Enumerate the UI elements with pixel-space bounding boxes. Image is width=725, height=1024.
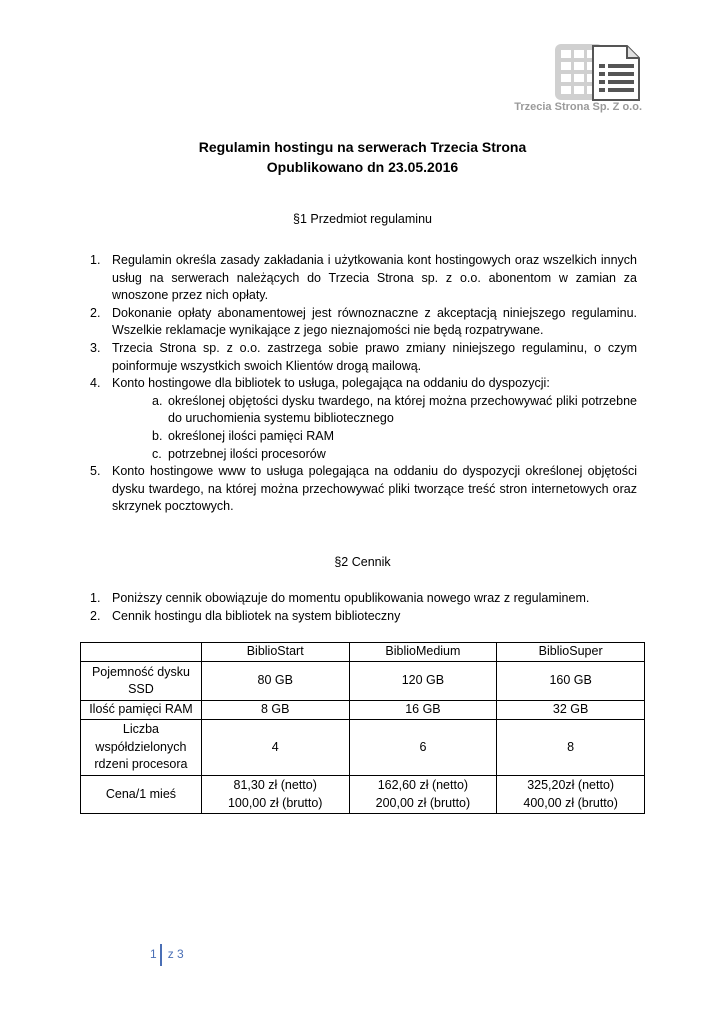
company-name: Trzecia Strona Sp. Z o.o. bbox=[514, 101, 642, 113]
table-header-cell: BiblioSuper bbox=[497, 643, 645, 662]
list-item bbox=[80, 305, 637, 340]
table-header-cell: BiblioMedium bbox=[349, 643, 497, 662]
item-number: 1. bbox=[90, 591, 101, 605]
row-label: Pojemność dysku SSD bbox=[81, 662, 202, 701]
footer-divider bbox=[160, 944, 162, 966]
table-header-cell: BiblioStart bbox=[201, 643, 349, 662]
table-row bbox=[81, 776, 645, 814]
document-calculator-icon bbox=[553, 42, 641, 102]
item-number: 2. bbox=[90, 608, 101, 623]
table-cell: 32 GB bbox=[497, 701, 645, 720]
sub-item-letter: b. bbox=[152, 428, 163, 443]
list-item bbox=[80, 463, 637, 516]
list-item bbox=[80, 590, 637, 608]
sub-item-text: potrzebnej ilości procesorów bbox=[168, 446, 326, 461]
table-cell: 160 GB bbox=[497, 662, 645, 701]
document-title bbox=[0, 137, 725, 177]
sub-item-letter: a. bbox=[152, 393, 163, 408]
section2-heading: §2 Cennik bbox=[334, 555, 391, 569]
item-number: 4. bbox=[90, 376, 101, 391]
section1-heading: §1 Przedmiot regulaminu bbox=[293, 212, 432, 226]
item-number: 5. bbox=[90, 464, 101, 479]
sub-item-text: określonej ilości pamięci RAM bbox=[168, 428, 335, 443]
table-cell: 6 bbox=[349, 720, 497, 776]
item-text: Konto hostingowe dla bibliotek to usługa, polegająca na oddaniu do dyspozycji: bbox=[112, 376, 550, 391]
sub-item-text: określonej objętości dysku twardego, na której można przechowywać pliki potrzebne do uruchomienia systemu bibliotecznego bbox=[168, 393, 637, 426]
table-cell: 8 GB bbox=[201, 701, 349, 720]
page-number: 1 bbox=[150, 947, 157, 962]
table-cell: 120 GB bbox=[349, 662, 497, 701]
item-number: 1. bbox=[90, 253, 101, 267]
table-cell: 80 GB bbox=[201, 662, 349, 701]
row-label: Ilość pamięci RAM bbox=[81, 701, 202, 720]
table-cell: 81,30 zł (netto) 100,00 zł (brutto) bbox=[201, 776, 349, 814]
list-item bbox=[80, 340, 637, 375]
section1-list bbox=[80, 252, 637, 516]
sub-list bbox=[80, 393, 637, 463]
item-text: Cennik hostingu dla bibliotek na system biblioteczny bbox=[112, 608, 401, 623]
item-text: Regulamin określa zasady zakładania i użytkowania kont hostingowych oraz wszelkich innych usług na serwerach należących do Trzecia Strona sp. z o.o. abonentom w zamian za wnoszone przez nich opłaty. bbox=[112, 253, 637, 303]
table-header-cell bbox=[81, 643, 202, 662]
item-number: 3. bbox=[90, 340, 101, 355]
table-row bbox=[81, 720, 645, 776]
title-line1: Regulamin hostingu na serwerach Trzecia Strona bbox=[198, 139, 527, 155]
page-footer bbox=[150, 944, 184, 966]
list-item bbox=[80, 252, 637, 305]
table-row bbox=[81, 662, 645, 701]
item-text: Poniższy cennik obowiązuje do momentu opublikowania nowego wraz z regulaminem. bbox=[112, 591, 590, 605]
table-cell: 325,20zł (netto) 400,00 zł (brutto) bbox=[497, 776, 645, 814]
table-row bbox=[81, 701, 645, 720]
sub-list-item bbox=[80, 428, 637, 446]
page-total: z 3 bbox=[167, 947, 184, 962]
row-label: Cena/1 mieś bbox=[81, 776, 202, 814]
sub-list-item bbox=[80, 393, 637, 428]
item-number: 2. bbox=[90, 305, 101, 320]
item-text: Trzecia Strona sp. z o.o. zastrzega sobie prawo zmiany niniejszego regulaminu, o czym poinformuje wszystkich swoich Klientów drogą mailową. bbox=[112, 340, 637, 373]
item-text: Dokonanie opłaty abonamentowej jest równoznaczne z akceptacją niniejszego regulaminu. Wszelkie reklamacje wynikające z jego nieznajomości nie będą rozpatrywane. bbox=[112, 305, 637, 338]
table-cell: 4 bbox=[201, 720, 349, 776]
table-cell: 16 GB bbox=[349, 701, 497, 720]
pricing-table bbox=[80, 642, 645, 814]
sub-item-letter: c. bbox=[152, 446, 162, 461]
table-cell: 8 bbox=[497, 720, 645, 776]
table-cell: 162,60 zł (netto) 200,00 zł (brutto) bbox=[349, 776, 497, 814]
title-date: Opublikowano dn 23.05.2016 bbox=[266, 159, 459, 175]
list-item bbox=[80, 608, 637, 626]
row-label: Liczba współdzielonych rdzeni procesora bbox=[81, 720, 202, 776]
list-item bbox=[80, 375, 637, 463]
table-header-row bbox=[81, 643, 645, 662]
sub-list-item bbox=[80, 446, 637, 464]
item-text: Konto hostingowe www to usługa polegająca na oddaniu do dyspozycji określonej objętości dysku twardego, na której można przechowywać pliki tworzące treść stron internetowych oraz skrzynek pocztowych. bbox=[112, 464, 637, 514]
section2-list bbox=[80, 590, 637, 625]
